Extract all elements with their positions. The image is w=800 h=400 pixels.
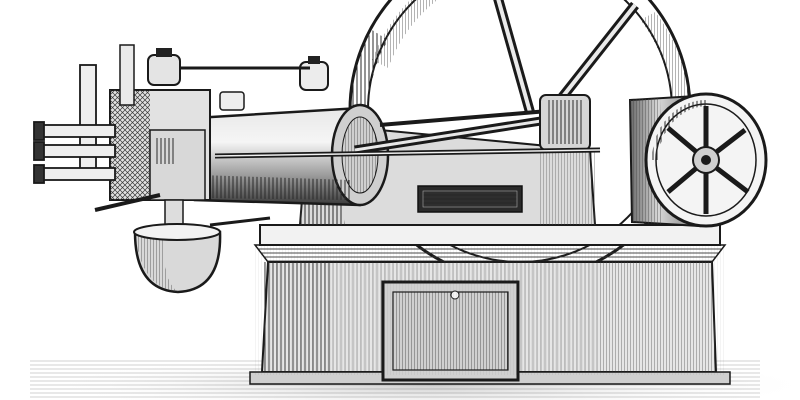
oil-reservoir — [134, 200, 220, 292]
engraving-texture — [255, 245, 725, 375]
lifting-lug — [220, 92, 244, 110]
flywheel-spoke — [560, 5, 635, 100]
oil-cup — [300, 62, 328, 90]
intake-pipe — [80, 65, 96, 175]
valve-cap — [148, 55, 180, 85]
belt-pulley — [630, 94, 766, 226]
left-fittings — [34, 122, 115, 183]
